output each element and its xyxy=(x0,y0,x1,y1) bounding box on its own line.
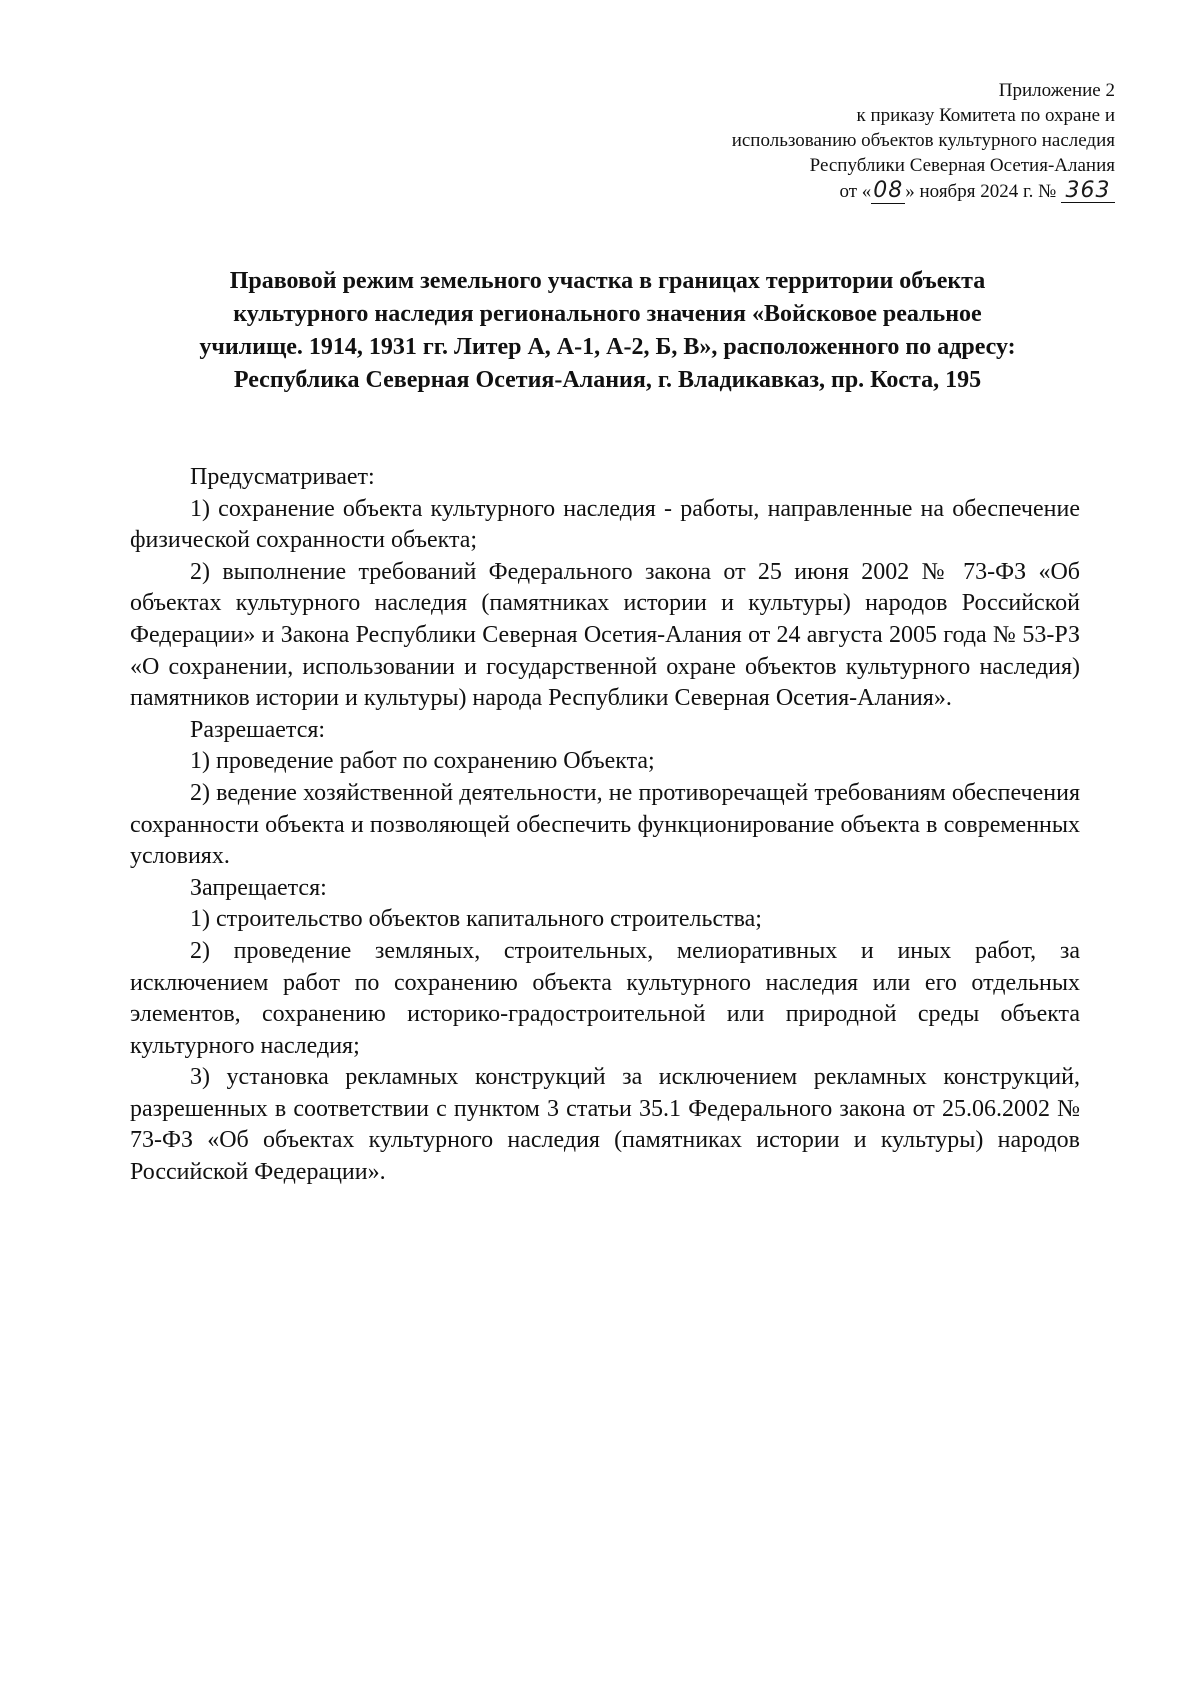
committee-name-line: использованию объектов культурного наследия xyxy=(731,130,1115,151)
provides-item-2: 2) выполнение требований Федерального закона от 25 июня 2002 № 73-ФЗ «Об объектах культурного наследия (памятниках истории и культуры) народов Российской Федерации» и Закона Республики Северная Осетия-Алания от 24 августа 2005 года № 53-РЗ «О сохранении, использовании и государственной охране объектов культурного наследия) памятников истории и культуры) народа Республики Северная Осетия-Алания». xyxy=(130,558,1080,712)
title-line: культурного наследия регионального значения «Войсковое реальное xyxy=(233,301,982,327)
date-prefix: от « xyxy=(839,181,872,202)
title-line: Правовой режим земельного участка в границах территории объекта xyxy=(229,268,986,294)
forbidden-item-2: 2) проведение земляных, строительных, мелиоративных и иных работ, за исключением работ по сохранению объекта культурного наследия или его отдельных элементов, сохранению историко-градостроительной или природной среды объекта культурного наследия; xyxy=(130,937,1080,1059)
forbidden-item-3: 3) установка рекламных конструкций за исключением рекламных конструкций, разрешенных в соответствии с пунктом 3 статьи 35.1 Федерального закона от 25.06.2002 № 73-ФЗ «Об объектах культурного наследия (памятниках истории и культуры) народов Российской Федерации». xyxy=(130,1064,1080,1186)
republic-name-line: Республики Северная Осетия-Алания xyxy=(809,155,1115,176)
allowed-item-1: 1) проведение работ по сохранению Объекта; xyxy=(190,748,655,775)
document-title xyxy=(130,265,1085,397)
title-line: училище. 1914, 1931 гг. Литер А, А-1, А-2, Б, В», расположенного по адресу: xyxy=(199,334,1016,360)
date-suffix: » ноября 2024 г. № xyxy=(905,181,1057,202)
appendix-number: Приложение 2 xyxy=(998,80,1115,101)
handwritten-day: 08 xyxy=(873,178,904,203)
allowed-item-2: 2) ведение хозяйственной деятельности, не противоречащей требованиям обеспечения сохранности объекта и позволяющей обеспечить функционирование объекта в современных условиях. xyxy=(130,779,1080,870)
provides-item-1: 1) сохранение объекта культурного наследия - работы, направленные на обеспечение физической сохранности объекта; xyxy=(130,495,1080,554)
allowed-heading: Разрешается: xyxy=(190,716,326,743)
document-body xyxy=(130,462,1080,1189)
title-line: Республика Северная Осетия-Алания, г. Владикавказ, пр. Коста, 195 xyxy=(233,367,982,393)
appendix-header xyxy=(515,78,1115,204)
order-date-line xyxy=(515,178,1115,204)
forbidden-heading: Запрещается: xyxy=(190,874,327,901)
handwritten-order-number: 363 xyxy=(1061,180,1115,203)
forbidden-item-1: 1) строительство объектов капитального строительства; xyxy=(190,906,762,933)
provides-heading: Предусматривает: xyxy=(190,464,375,490)
order-reference-line: к приказу Комитета по охране и xyxy=(856,105,1115,126)
